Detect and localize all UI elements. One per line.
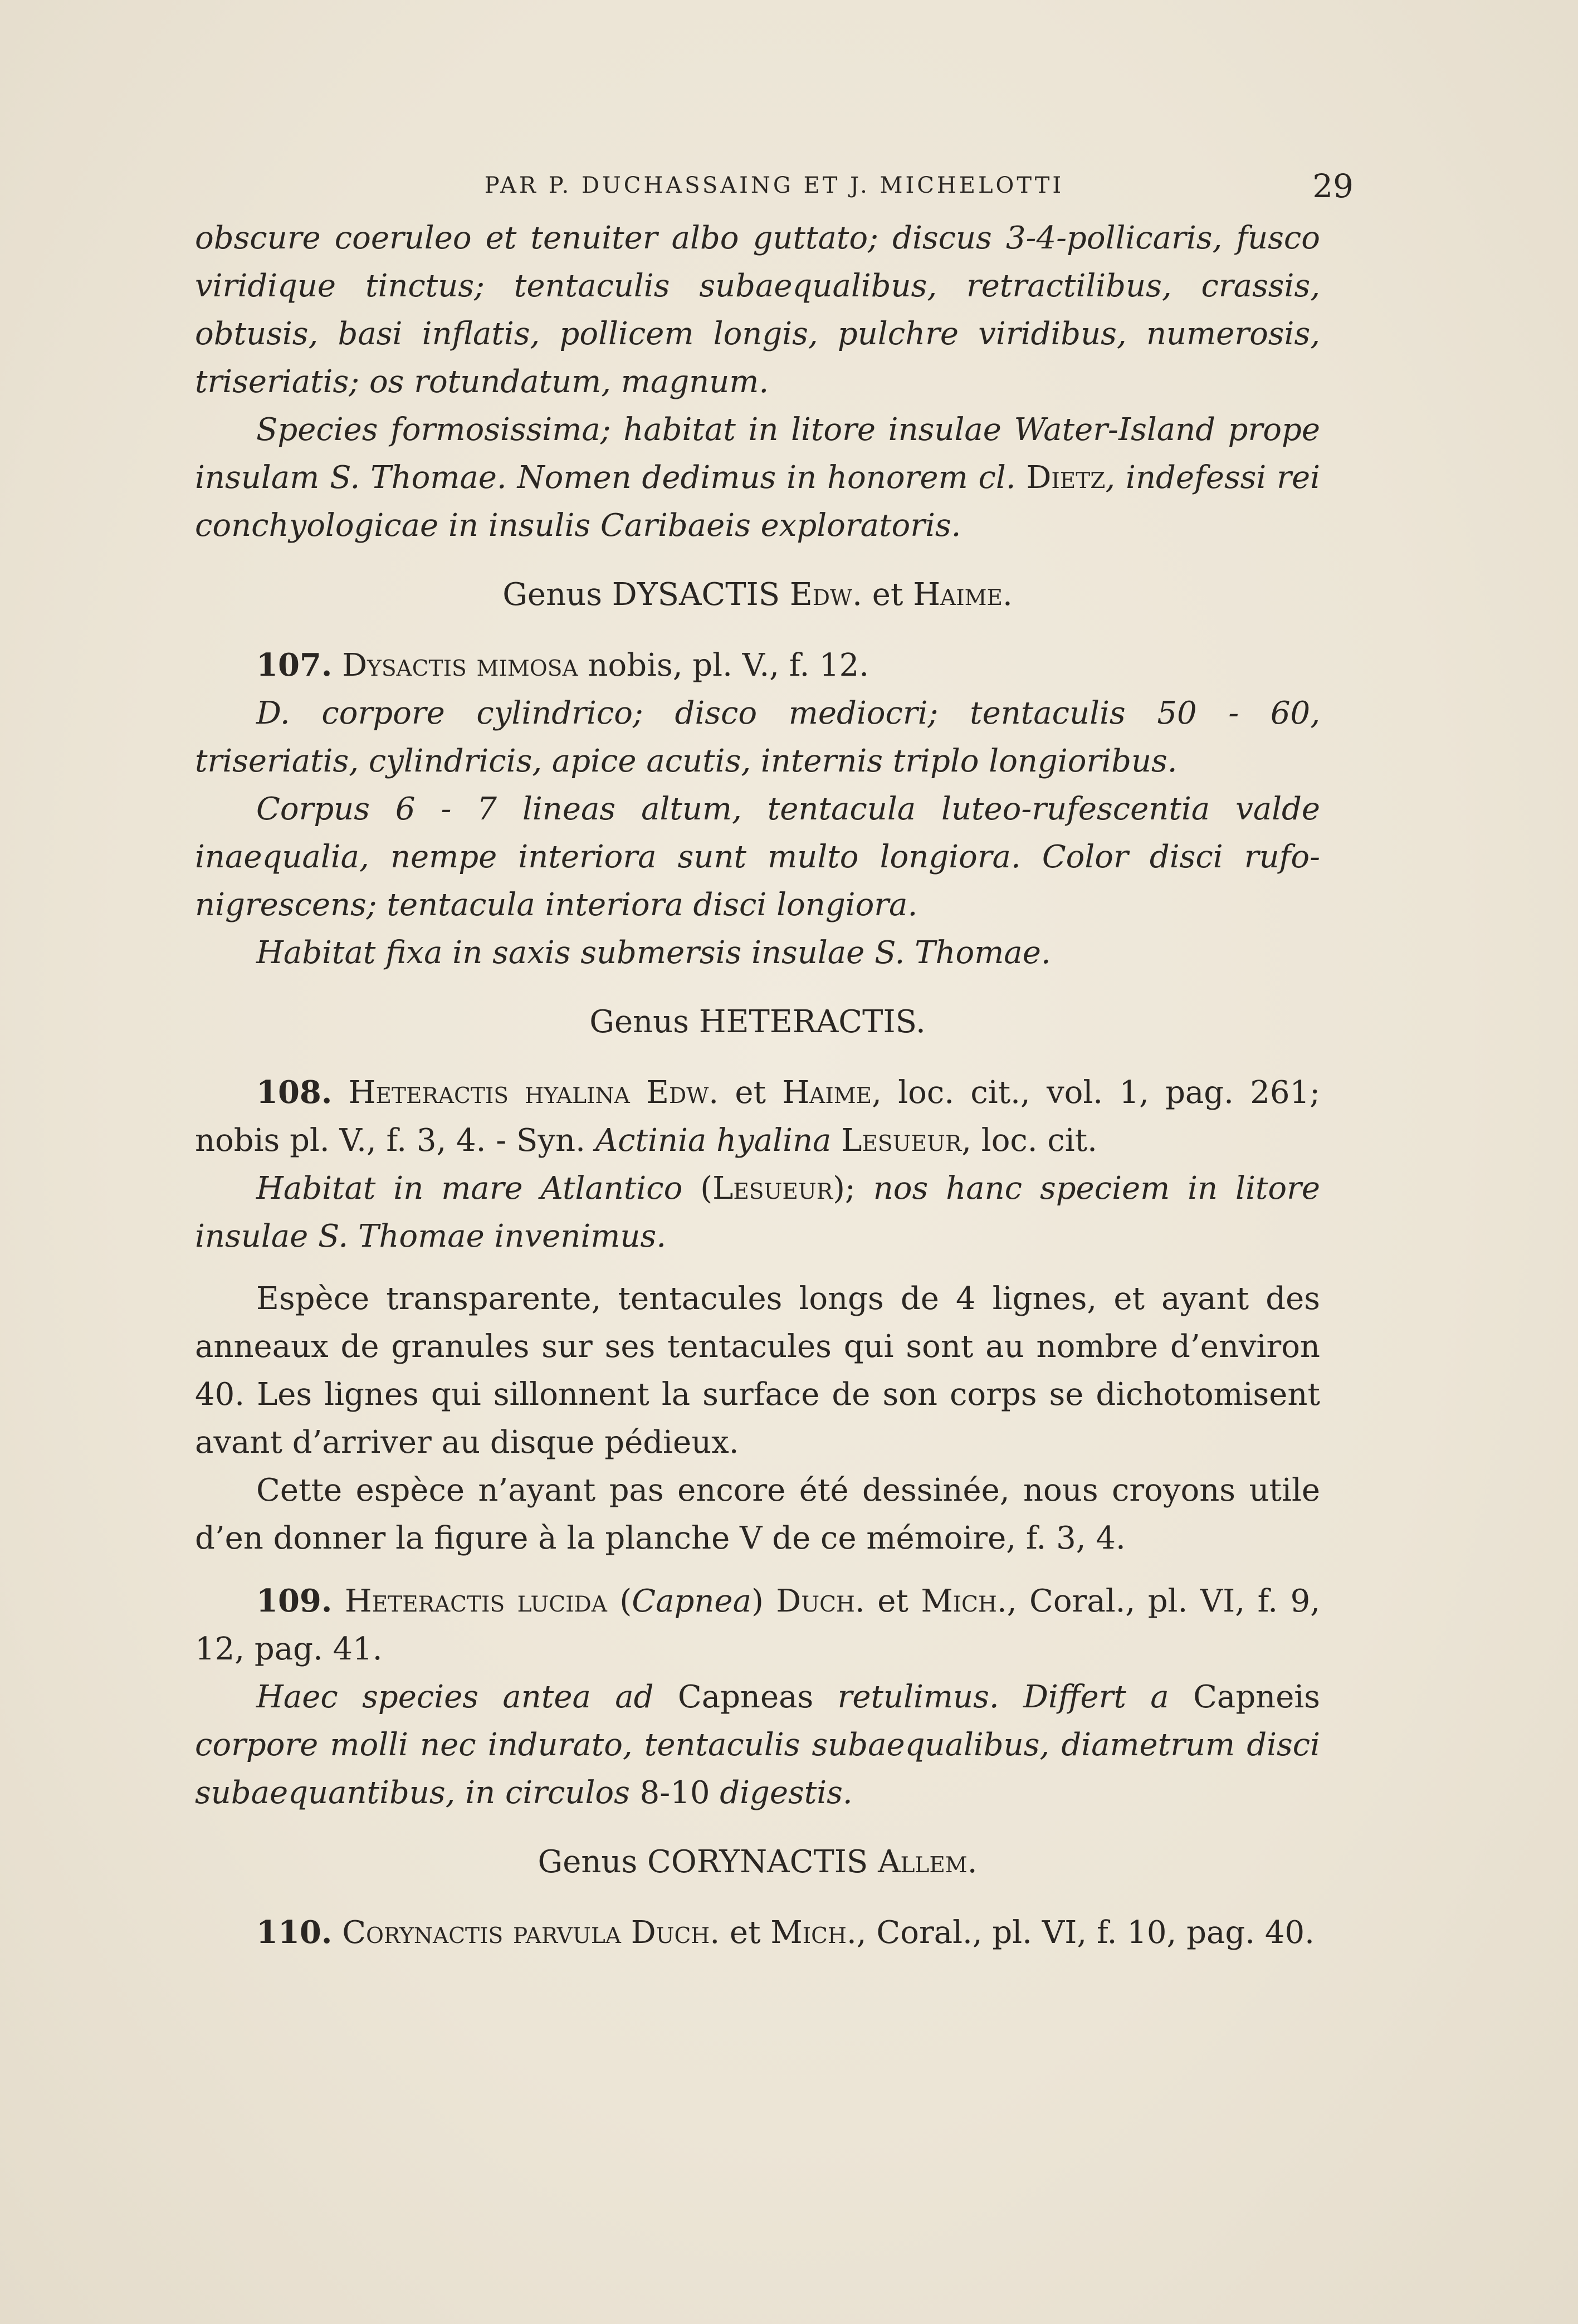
- desc-part-3: corpore molli nec indurato, tentaculis subaequalibus, diametrum disci subaequantibus, in circulos: [195, 1727, 1320, 1811]
- entry-number: 107.: [256, 647, 333, 683]
- genus-italic: Capnea: [632, 1583, 751, 1619]
- paren-open: (: [607, 1583, 632, 1619]
- author-2: Haime: [782, 1075, 872, 1111]
- habitat-author: Lesueur: [712, 1170, 833, 1207]
- author: Edw.: [646, 1075, 719, 1111]
- text-block: [195, 214, 1320, 1957]
- entry-107-habitat: Habitat fixa in saxis submersis insulae S. Thomae.: [256, 935, 1051, 971]
- genus-author: Allem.: [878, 1844, 978, 1880]
- desc-part-2: retulimus. Differt a: [813, 1679, 1194, 1715]
- entry-reference: , Coral., pl. VI, f. 9, 12, pag. 41.: [195, 1583, 1320, 1667]
- habitat-text-end: , indefessi rei conchyologicae in insulis Caribaeis exploratoris.: [195, 460, 1320, 544]
- author: Duch.: [631, 1915, 720, 1951]
- habitat-text: Species formosissima; habitat in litore insulae Water-Island prope insulam S. Thomae. Nomen dedimus in honorem cl.: [195, 412, 1320, 496]
- capneis: Capneis: [1193, 1679, 1321, 1715]
- genus-author-2: Haime.: [913, 577, 1013, 613]
- entry-108: [195, 1068, 1320, 1165]
- space: [621, 1915, 631, 1951]
- paragraph-description: [195, 214, 1320, 406]
- running-head: [195, 167, 1354, 212]
- paren-close: ): [751, 1583, 776, 1619]
- genus-name: Genus DYSACTIS: [502, 577, 790, 613]
- capneas: Capneas: [677, 1679, 814, 1715]
- genus-connector: et: [862, 577, 913, 613]
- entry-number: 109.: [256, 1583, 333, 1619]
- connector: et: [719, 1075, 783, 1111]
- species-name: Corynactis parvula: [332, 1915, 621, 1951]
- genus-author: Edw.: [789, 577, 862, 613]
- space-2: [831, 1122, 841, 1159]
- paren-open: (: [682, 1170, 713, 1207]
- habitat-text: Habitat in mare Atlantico: [256, 1170, 683, 1207]
- page-number: 29: [1312, 167, 1354, 205]
- genus-heading-heteractis: Genus HETERACTIS.: [589, 1004, 926, 1040]
- species-name: Heteractis lucida: [332, 1583, 607, 1619]
- paren-close: );: [833, 1170, 873, 1207]
- entry-number: 108.: [256, 1074, 333, 1111]
- habitat-text-2: nos hanc speciem in litore insulae S. Thomae invenimus.: [195, 1170, 1320, 1254]
- species-name: Heteractis hyalina: [332, 1075, 630, 1111]
- genus-name: Genus CORYNACTIS: [538, 1844, 878, 1880]
- entry-reference: , Coral., pl. VI, f. 10, pag. 40.: [856, 1915, 1315, 1951]
- species-name: Dysactis mimosa: [332, 647, 578, 683]
- running-head-title: PAR P. DUCHASSAING ET J. MICHELOTTI: [484, 173, 1064, 198]
- author: Duch.: [776, 1583, 865, 1619]
- entry-107-corpus: Corpus 6 - 7 lineas altum, tentacula luteo-rufescentia valde inaequalia, nempe interiora sunt multo longiora. Color disci rufo-nigrescens; tentacula interiora disci longiora.: [195, 791, 1320, 923]
- genus-heading-corynactis: [195, 1838, 1320, 1886]
- entry-reference: nobis, pl. V., f. 12.: [578, 647, 869, 683]
- entry-reference: , loc. cit., vol. 1, pag. 261; nobis pl. V., f. 3, 4. - Syn.: [195, 1075, 1320, 1159]
- entry-108-french-1: Espèce transparente, tentacules longs de 4 lignes, et ayant des anneaux de granules sur ses tentacules qui sont au nombre d’environ 40. Les lignes qui sillonnent la surface de son corps se dichotomisent avant d’arriver au disque pédieux.: [195, 1281, 1320, 1461]
- paragraph-habitat: [195, 406, 1320, 550]
- entry-109: [195, 1577, 1320, 1673]
- description-text: obscure coeruleo et tenuiter albo guttato; discus 3-4-pollicaris, fusco viridique tinctus; tentaculis subaequalibus, retractilibus, crassis, obtusis, basi inflatis, pollicem longis, pulchre viridibus, numerosis, triseriatis; os rotundatum, magnum.: [195, 220, 1320, 400]
- synonym-reference: , loc. cit.: [961, 1122, 1097, 1159]
- connector: et: [864, 1583, 921, 1619]
- desc-part-4: digestis.: [710, 1775, 853, 1811]
- synonym-author: Lesueur: [841, 1122, 962, 1159]
- connector: et: [720, 1915, 771, 1951]
- synonym-name: Actinia hyalina: [595, 1122, 832, 1159]
- entry-110: [195, 1908, 1320, 1957]
- space: [630, 1075, 646, 1111]
- author-name: Dietz: [1026, 460, 1106, 496]
- entry-107: [195, 641, 1320, 690]
- entry-109-description: [195, 1673, 1320, 1817]
- entry-number: 110.: [256, 1914, 333, 1951]
- author-2: Mich.: [921, 1583, 1007, 1619]
- entry-107-diagnosis: D. corpore cylindrico; disco mediocri; tentaculis 50 - 60, triseriatis, cylindricis, apice acutis, internis triplo longioribus.: [195, 695, 1320, 779]
- author-2: Mich.: [770, 1915, 857, 1951]
- circle-range: 8-10: [639, 1775, 710, 1811]
- entry-108-french-2: Cette espèce n’ayant pas encore été dessinée, nous croyons utile d’en donner la figure à la planche V de ce mémoire, f. 3, 4.: [195, 1472, 1320, 1556]
- genus-heading-dysactis: [195, 571, 1320, 619]
- entry-108-habitat: [195, 1165, 1320, 1261]
- desc-part-1: Haec species antea ad: [256, 1679, 678, 1715]
